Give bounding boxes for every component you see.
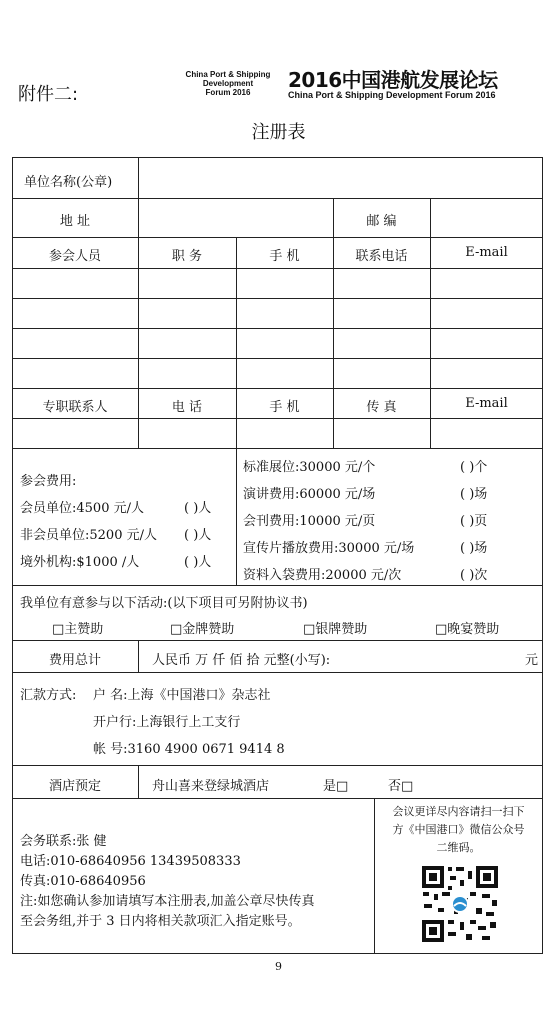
divider	[12, 798, 543, 799]
bank: 开户行:上海银行上工支行	[93, 715, 241, 730]
contact-person: 会务联系:张 健	[20, 834, 107, 849]
remit-label: 汇款方式:	[20, 688, 77, 703]
overseas-fee: 境外机构:$1000 /人	[20, 555, 140, 570]
address-label: 地 址	[59, 214, 91, 229]
brochure-fee-qty: ( )页	[460, 514, 488, 529]
hotel-yes-checkbox[interactable]: 是□	[323, 779, 349, 794]
logo-title: 2016中国港航发展论坛	[288, 68, 498, 92]
divider	[12, 268, 543, 269]
position-header: 职 务	[171, 249, 203, 264]
hotel-label: 酒店预定	[48, 779, 101, 794]
brochure-fee: 会刊费用:10000 元/页	[243, 514, 376, 529]
divider	[430, 237, 431, 448]
nonmember-fee-qty: ( )人	[184, 528, 212, 543]
activity-dinner-sponsor[interactable]: □晚宴赞助	[435, 622, 500, 637]
logo-subtitle: China Port & Shipping Development Forum 2016	[288, 90, 496, 100]
activity-silver-sponsor[interactable]: □银牌赞助	[303, 622, 368, 637]
hotel-name: 舟山喜来登绿城酒店	[152, 779, 270, 794]
divider	[236, 237, 237, 448]
video-fee: 宣传片播放费用:30000 元/场	[243, 541, 415, 556]
contact-fax: 传真:010-68640956	[20, 874, 146, 889]
divider	[333, 237, 334, 448]
activities-intro: 我单位有意参与以下活动:(以下项目可另附协议书)	[20, 596, 308, 611]
divider	[12, 418, 543, 419]
divider	[12, 198, 543, 199]
speech-fee-qty: ( )场	[460, 487, 488, 502]
fee-label: 参会费用:	[20, 474, 77, 489]
account: 帐 号:3160 4900 0671 9414 8	[93, 742, 285, 757]
booth-fee-qty: ( )个	[460, 460, 488, 475]
postcode-label: 邮 编	[366, 214, 397, 229]
material-fee: 资料入袋费用:20000 元/次	[243, 568, 402, 583]
material-fee-qty: ( )次	[460, 568, 488, 583]
contact-mobile-header: 手 机	[269, 400, 300, 415]
divider	[12, 585, 543, 586]
qr-text-2: 方《中国港口》微信公众号	[392, 823, 525, 836]
member-fee-qty: ( )人	[184, 501, 212, 516]
booth-fee: 标准展位:30000 元/个	[243, 460, 376, 475]
contact-email-header: E-mail	[465, 396, 508, 411]
attendee-header: 参会人员	[48, 249, 101, 264]
form-title: 注册表	[251, 122, 306, 143]
hotel-no-checkbox[interactable]: 否□	[388, 779, 414, 794]
page-number: 9	[275, 960, 282, 973]
contact-fax-header: 传 真	[366, 400, 397, 415]
divider	[12, 237, 543, 238]
divider	[138, 765, 139, 798]
divider	[12, 328, 543, 329]
total-unit: 元	[525, 653, 539, 668]
divider	[12, 298, 543, 299]
divider	[430, 198, 431, 237]
total-value: 人民币 万 仟 佰 拾 元整(小写):	[152, 653, 331, 668]
member-fee: 会员单位:4500 元/人	[20, 501, 144, 516]
video-fee-qty: ( )场	[460, 541, 488, 556]
activity-gold-sponsor[interactable]: □金牌赞助	[170, 622, 235, 637]
unit-name-label: 单位名称(公章)	[24, 175, 113, 190]
note-line-2: 至会务组,并于 3 日内将相关款项汇入指定账号。	[20, 914, 301, 929]
divider	[12, 672, 543, 673]
divider	[236, 448, 237, 585]
forum-logo	[178, 50, 518, 110]
divider	[12, 765, 543, 766]
contact-person-header: 专职联系人	[42, 400, 108, 415]
divider	[12, 358, 543, 359]
overseas-fee-qty: ( )人	[184, 555, 212, 570]
contact-phone-header: 电 话	[171, 400, 203, 415]
email-header: E-mail	[465, 245, 508, 260]
divider	[12, 388, 543, 389]
attachment-label: 附件二:	[18, 84, 79, 105]
mobile-header: 手 机	[269, 249, 300, 264]
qr-text-3: 二维码。	[436, 841, 481, 854]
divider	[138, 157, 139, 198]
qr-code-icon	[420, 864, 500, 944]
activity-main-sponsor[interactable]: □主赞助	[52, 622, 104, 637]
divider	[138, 640, 139, 672]
contact-phone: 电话:010-68640956 13439508333	[20, 854, 241, 869]
nonmember-fee: 非会员单位:5200 元/人	[20, 528, 157, 543]
divider	[12, 448, 543, 449]
total-label: 费用总计	[48, 653, 101, 668]
phone-header: 联系电话	[355, 249, 408, 264]
divider	[12, 640, 543, 641]
logo-small-text: China Port & Shipping Development Forum 2016	[185, 70, 271, 97]
qr-text-1: 会议更详尽内容请扫一扫下	[392, 805, 525, 818]
speech-fee: 演讲费用:60000 元/场	[243, 487, 376, 502]
payee: 户 名:上海《中国港口》杂志社	[93, 688, 271, 703]
note-line-1: 注:如您确认参加请填写本注册表,加盖公章尽快传真	[20, 894, 315, 909]
